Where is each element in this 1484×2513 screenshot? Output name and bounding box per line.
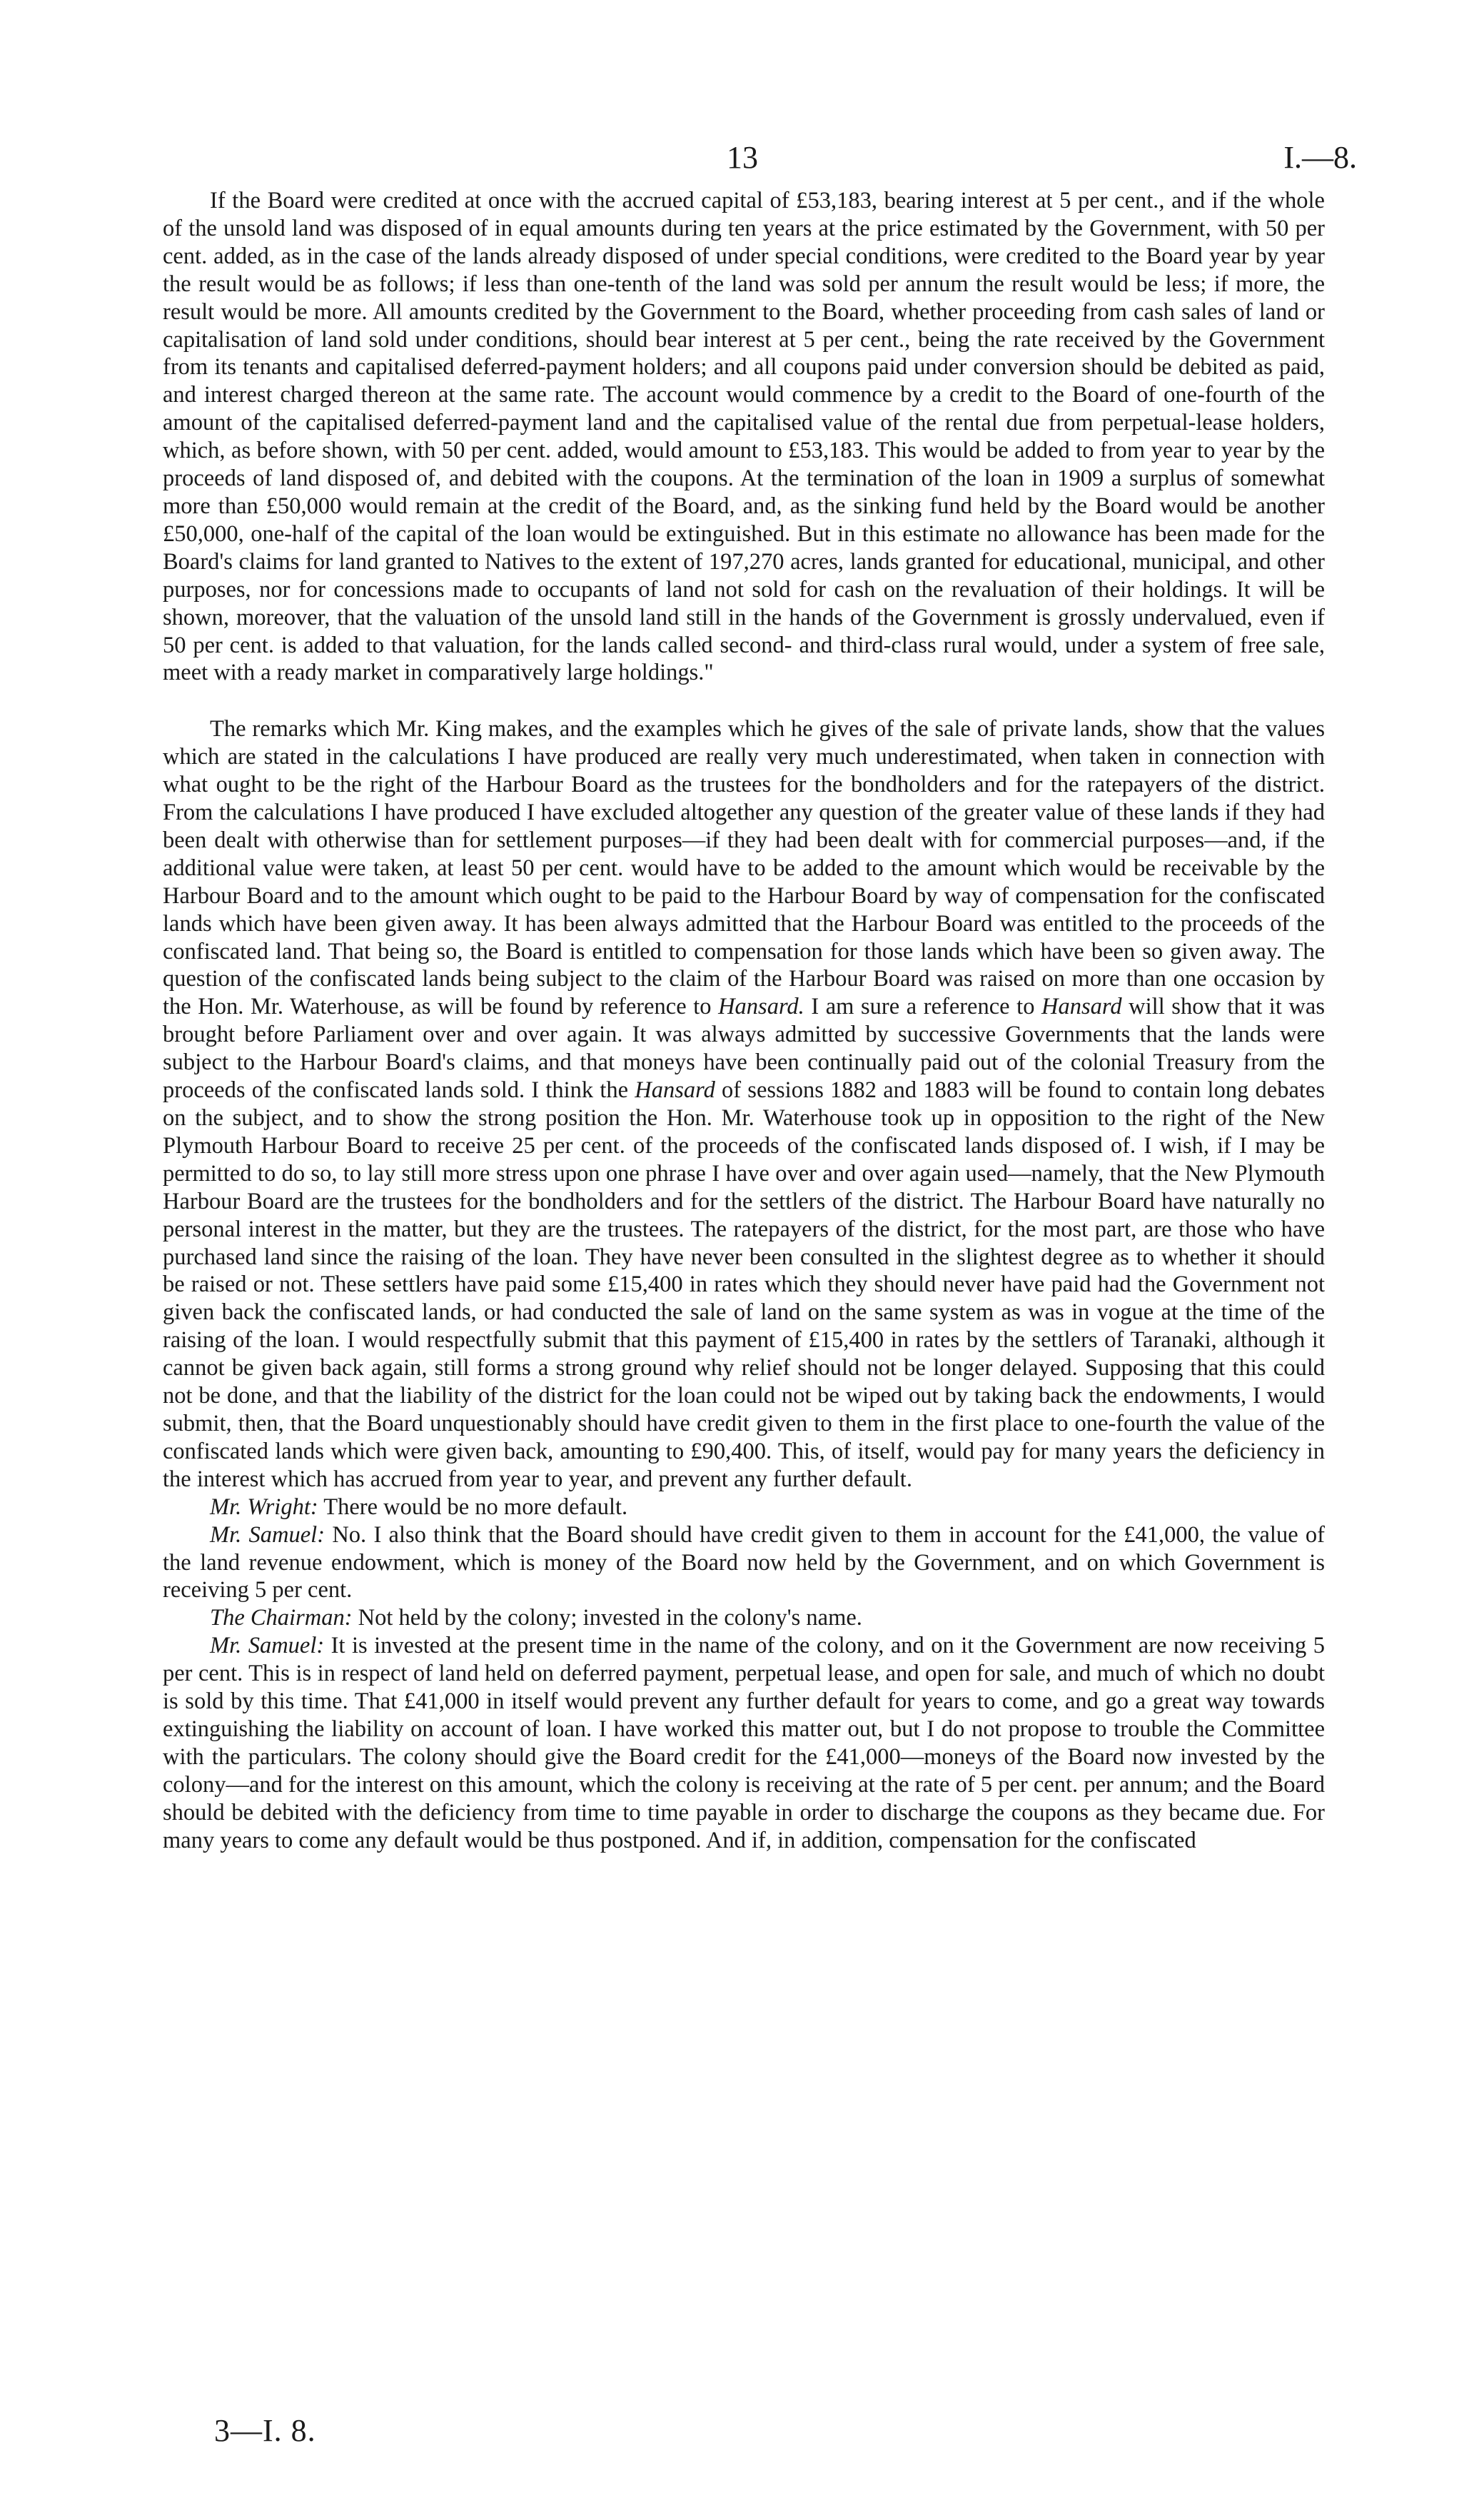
- dialogue-wright: [163, 1494, 1325, 1521]
- speech-text: Not held by the colony; invested in the colony's name.: [352, 1605, 862, 1631]
- hansard-reference: Hansard: [635, 1077, 715, 1104]
- speech-text: There would be no more default.: [318, 1494, 628, 1520]
- paragraph-segment: The remarks which Mr. King makes, and the examples which he gives of the sale of private lands, show that the values which are stated in the calculations I have produced are really very much underestimated, when taken in connection with what ought to be the right of the Harbour Board as the trustees for the bondholders and for the ratepayers of the district. From the calculations I have produced I have excluded altogether any question of the greater value of these lands if they had been dealt with otherwise than for settlement purposes—if they had been dealt with for commercial purposes—and, if the additional value were taken, at least 50 per cent. would have to be added to the amount which would be receivable by the Harbour Board and to the amount which ought to be paid to the Harbour Board by way of compensation for the confiscated lands which have been given away. It has been always admitted that the Harbour Board was entitled to the proceeds of the confiscated land. That being so, the Board is entitled to compensation for those lands which have been so given away. The question of the confiscated lands being subject to the claim of the Harbour Board was raised on more than one occasion by the Hon. Mr. Waterhouse, as will be found by reference to: [163, 716, 1325, 1020]
- paragraph-segment: I am sure a reference to: [804, 994, 1042, 1020]
- speech-text: It is invested at the present time in the name of the colony, and on it the Government are now receiving 5 per cent. This is in respect of land held on deferred payment, perpetual lease, and open for sale, and much of which no doubt is sold by this time. That £41,000 in itself would prevent any further default for years to come, and go a great way towards extinguishing the liability on account of loan. I have worked this matter out, but I do not propose to trouble the Committee with the particulars. The colony should give the Board credit for the £41,000—moneys of the Board now invested by the colony—and for the interest on this amount, which the colony is receiving at the rate of 5 per cent. per annum; and the Board should be debited with the deficiency from time to time payable in order to discharge the coupons as they became due. For many years to come any default would be thus postponed. And if, in addition, compensation for the confiscated: [163, 1633, 1325, 1853]
- signature-mark: 3—I. 8.: [214, 2413, 316, 2448]
- speech-text: No. I also think that the Board should have credit given to them in account for the £41,000, the value of the land revenue endowment, which is money of the Board now held by the Government, and on which Government is receiving 5 per cent.: [163, 1521, 1325, 1603]
- dialogue-chairman: [163, 1604, 1325, 1632]
- document-reference: I.—8.: [1283, 140, 1357, 175]
- dialogue-samuel-2: [163, 1632, 1325, 1854]
- speaker-name: The Chairman:: [210, 1605, 353, 1631]
- speaker-name: Mr. Samuel:: [210, 1521, 325, 1548]
- paragraph-quoted-estimate: If the Board were credited at once with the accrued capital of £53,183, bearing interest at 5 per cent., and if the whole of the unsold land was disposed of in equal amounts during ten years at the price estimated by the Government, with 50 per cent. added, as in the case of the lands already disposed of under special conditions, were credited to the Board year by year the result would be as follows; if less than one-tenth of the land was sold per annum the result would be less; if more, the result would be more. All amounts credited by the Government to the Board, whether proceeding from cash sales of land or capitalisation of land sold under conditions, should bear interest at 5 per cent., being the rate received by the Government from its tenants and capitalised deferred-payment holders; and all coupons paid under conversion should be debited as paid, and interest charged thereon at the same rate. The account would commence by a credit to the Board of one-fourth of the amount of the capitalised deferred-payment land and the capitalised value of the rental due from perpetual-lease holders, which, as before shown, with 50 per cent. added, would amount to £53,183. This would be added to from year to year by the proceeds of land disposed of, and debited with the coupons. At the termination of the loan in 1909 a surplus of somewhat more than £50,000 would remain at the credit of the Board, and, as the sinking fund held by the Board would be another £50,000, one-half of the capital of the loan would be extinguished. But in this estimate no allowance has been made for the Board's claims for land granted to Natives to the extent of 197,270 acres, lands granted for educational, municipal, and other purposes, nor for concessions made to occupants of land not sold for cash on the revaluation of their holdings. It will be shown, moreover, that the valuation of the unsold land still in the hands of the Government is grossly undervalued, even if 50 per cent. is added to that valuation, for the lands called second- and third-class rural would, under a system of free sale, meet with a ready market in comparatively large holdings.": [163, 188, 1325, 686]
- paragraph-segment: will show that it was brought before Parliament over and over again. It was always admitted by successive Governments that the lands were subject to the Harbour Board's claims, and that moneys have been continually paid out of the colonial Treasury from the proceeds of the confiscated lands sold. I think the: [163, 994, 1325, 1104]
- paragraph-harbour-board-claims: [163, 715, 1325, 1493]
- hansard-reference: Hansard.: [718, 994, 804, 1020]
- page-number: 13: [727, 140, 758, 175]
- speaker-name: Mr. Wright:: [210, 1494, 318, 1520]
- hansard-reference: Hansard: [1041, 994, 1122, 1020]
- paragraph-segment: of sessions 1882 and 1883 will be found to contain long debates on the subject, and to show the strong position the Hon. Mr. Waterhouse took up in opposition to the right of the New Plymouth Harbour Board to receive 25 per cent. of the proceeds of the confiscated lands disposed of. I wish, if I may be permitted to do so, to lay still more stress upon one phrase I have over and over again used—namely, that the New Plymouth Harbour Board are the trustees for the bondholders and for the settlers of the district. The Harbour Board have naturally no personal interest in the matter, but they are the trustees. The ratepayers of the district, for the most part, are those who have purchased land since the raising of the loan. They have never been consulted in the slightest degree as to whether it should be raised or not. These settlers have paid some £15,400 in rates which they should never have paid had the Government not given back the confiscated lands, or had conducted the sale of land on the same system as was in vogue at the time of the raising of the loan. I would respectfully submit that this payment of £15,400 in rates by the settlers of Taranaki, although it cannot be given back again, still forms a strong ground why relief should not be longer delayed. Supposing that this could not be done, and that the liability of the district for the loan could not be wiped out by taking back the endowments, I would submit, then, that the Board unquestionably should have credit given to them in the first place to one-fourth the value of the confiscated lands which were given back, amounting to £90,400. This, of itself, would pay for many years the deficiency in the interest which has accrued from year to year, and prevent any further default.: [163, 1077, 1325, 1492]
- speaker-name: Mr. Samuel:: [210, 1633, 325, 1659]
- dialogue-samuel-1: [163, 1521, 1325, 1605]
- body-text: [163, 187, 1325, 1854]
